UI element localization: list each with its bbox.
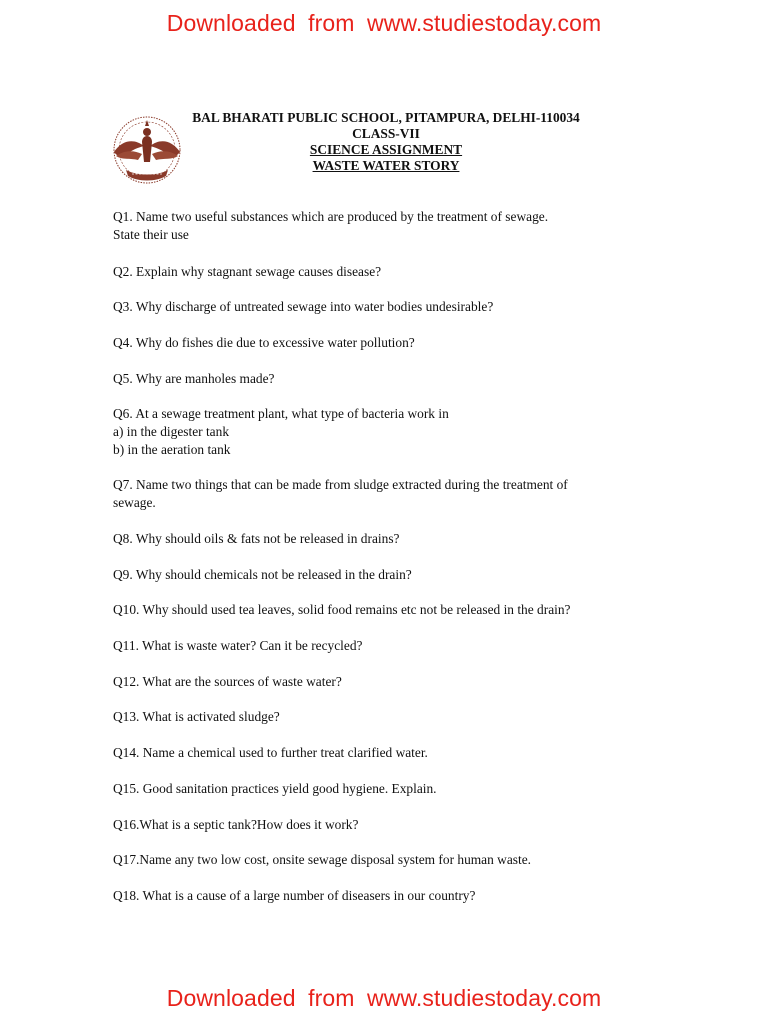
question-item (113, 405, 673, 459)
question-line: Q4. Why do fishes die due to excessive water pollution? (113, 335, 415, 350)
question-item (113, 816, 673, 834)
question-line: Q3. Why discharge of untreated sewage into water bodies undesirable? (113, 299, 494, 314)
question-item (113, 334, 673, 352)
question-line: Q13. What is activated sludge? (113, 709, 280, 724)
question-item (113, 566, 673, 584)
question-item (113, 851, 673, 869)
question-line: Q16.What is a septic tank?How does it work? (113, 817, 359, 832)
question-item (113, 208, 673, 244)
question-line: Q9. Why should chemicals not be released in the drain? (113, 567, 412, 582)
watermark-top: Downloaded from www.studiestoday.com (166, 10, 602, 36)
question-line: Q17.Name any two low cost, onsite sewage disposal system for human waste. (113, 852, 532, 867)
question-line: Q7. Name two things that can be made from sludge extracted during the treatment of (113, 477, 568, 492)
question-line: a) in the digester tank (113, 424, 230, 439)
question-item (113, 673, 673, 691)
question-line: State their use (113, 227, 189, 242)
question-line: Q2. Explain why stagnant sewage causes disease? (113, 264, 382, 279)
question-item (113, 476, 673, 512)
question-item (113, 298, 673, 316)
class-label: CLASS-VII (352, 126, 420, 141)
document-header (160, 110, 612, 174)
question-item (113, 744, 673, 762)
question-line: Q10. Why should used tea leaves, solid food remains etc not be released in the drain? (113, 602, 571, 617)
question-line: Q6. At a sewage treatment plant, what type of bacteria work in (113, 406, 449, 421)
watermark-bottom: Downloaded from www.studiestoday.com (166, 985, 602, 1011)
question-item (113, 263, 673, 281)
question-line: b) in the aeration tank (113, 442, 231, 457)
question-item (113, 780, 673, 798)
question-line: Q15. Good sanitation practices yield good hygiene. Explain. (113, 781, 437, 796)
question-line: Q12. What are the sources of waste water? (113, 674, 342, 689)
question-item (113, 601, 673, 619)
question-line: Q8. Why should oils & fats not be released in drains? (113, 531, 400, 546)
question-item (113, 370, 673, 388)
question-line: Q18. What is a cause of a large number of diseasers in our country? (113, 888, 476, 903)
question-line: Q5. Why are manholes made? (113, 371, 275, 386)
question-line: Q1. Name two useful substances which are produced by the treatment of sewage. (113, 209, 549, 224)
question-item (113, 887, 673, 905)
school-name: BAL BHARATI PUBLIC SCHOOL, PITAMPURA, DELHI-110034 (192, 110, 580, 125)
question-line: Q14. Name a chemical used to further treat clarified water. (113, 745, 428, 760)
question-line: sewage. (113, 495, 156, 510)
question-line: Q11. What is waste water? Can it be recycled? (113, 638, 363, 653)
question-item (113, 637, 673, 655)
subject-label: SCIENCE ASSIGNMENT (309, 142, 463, 157)
question-item (113, 530, 673, 548)
assignment-title: WASTE WATER STORY (312, 158, 460, 173)
question-item (113, 708, 673, 726)
